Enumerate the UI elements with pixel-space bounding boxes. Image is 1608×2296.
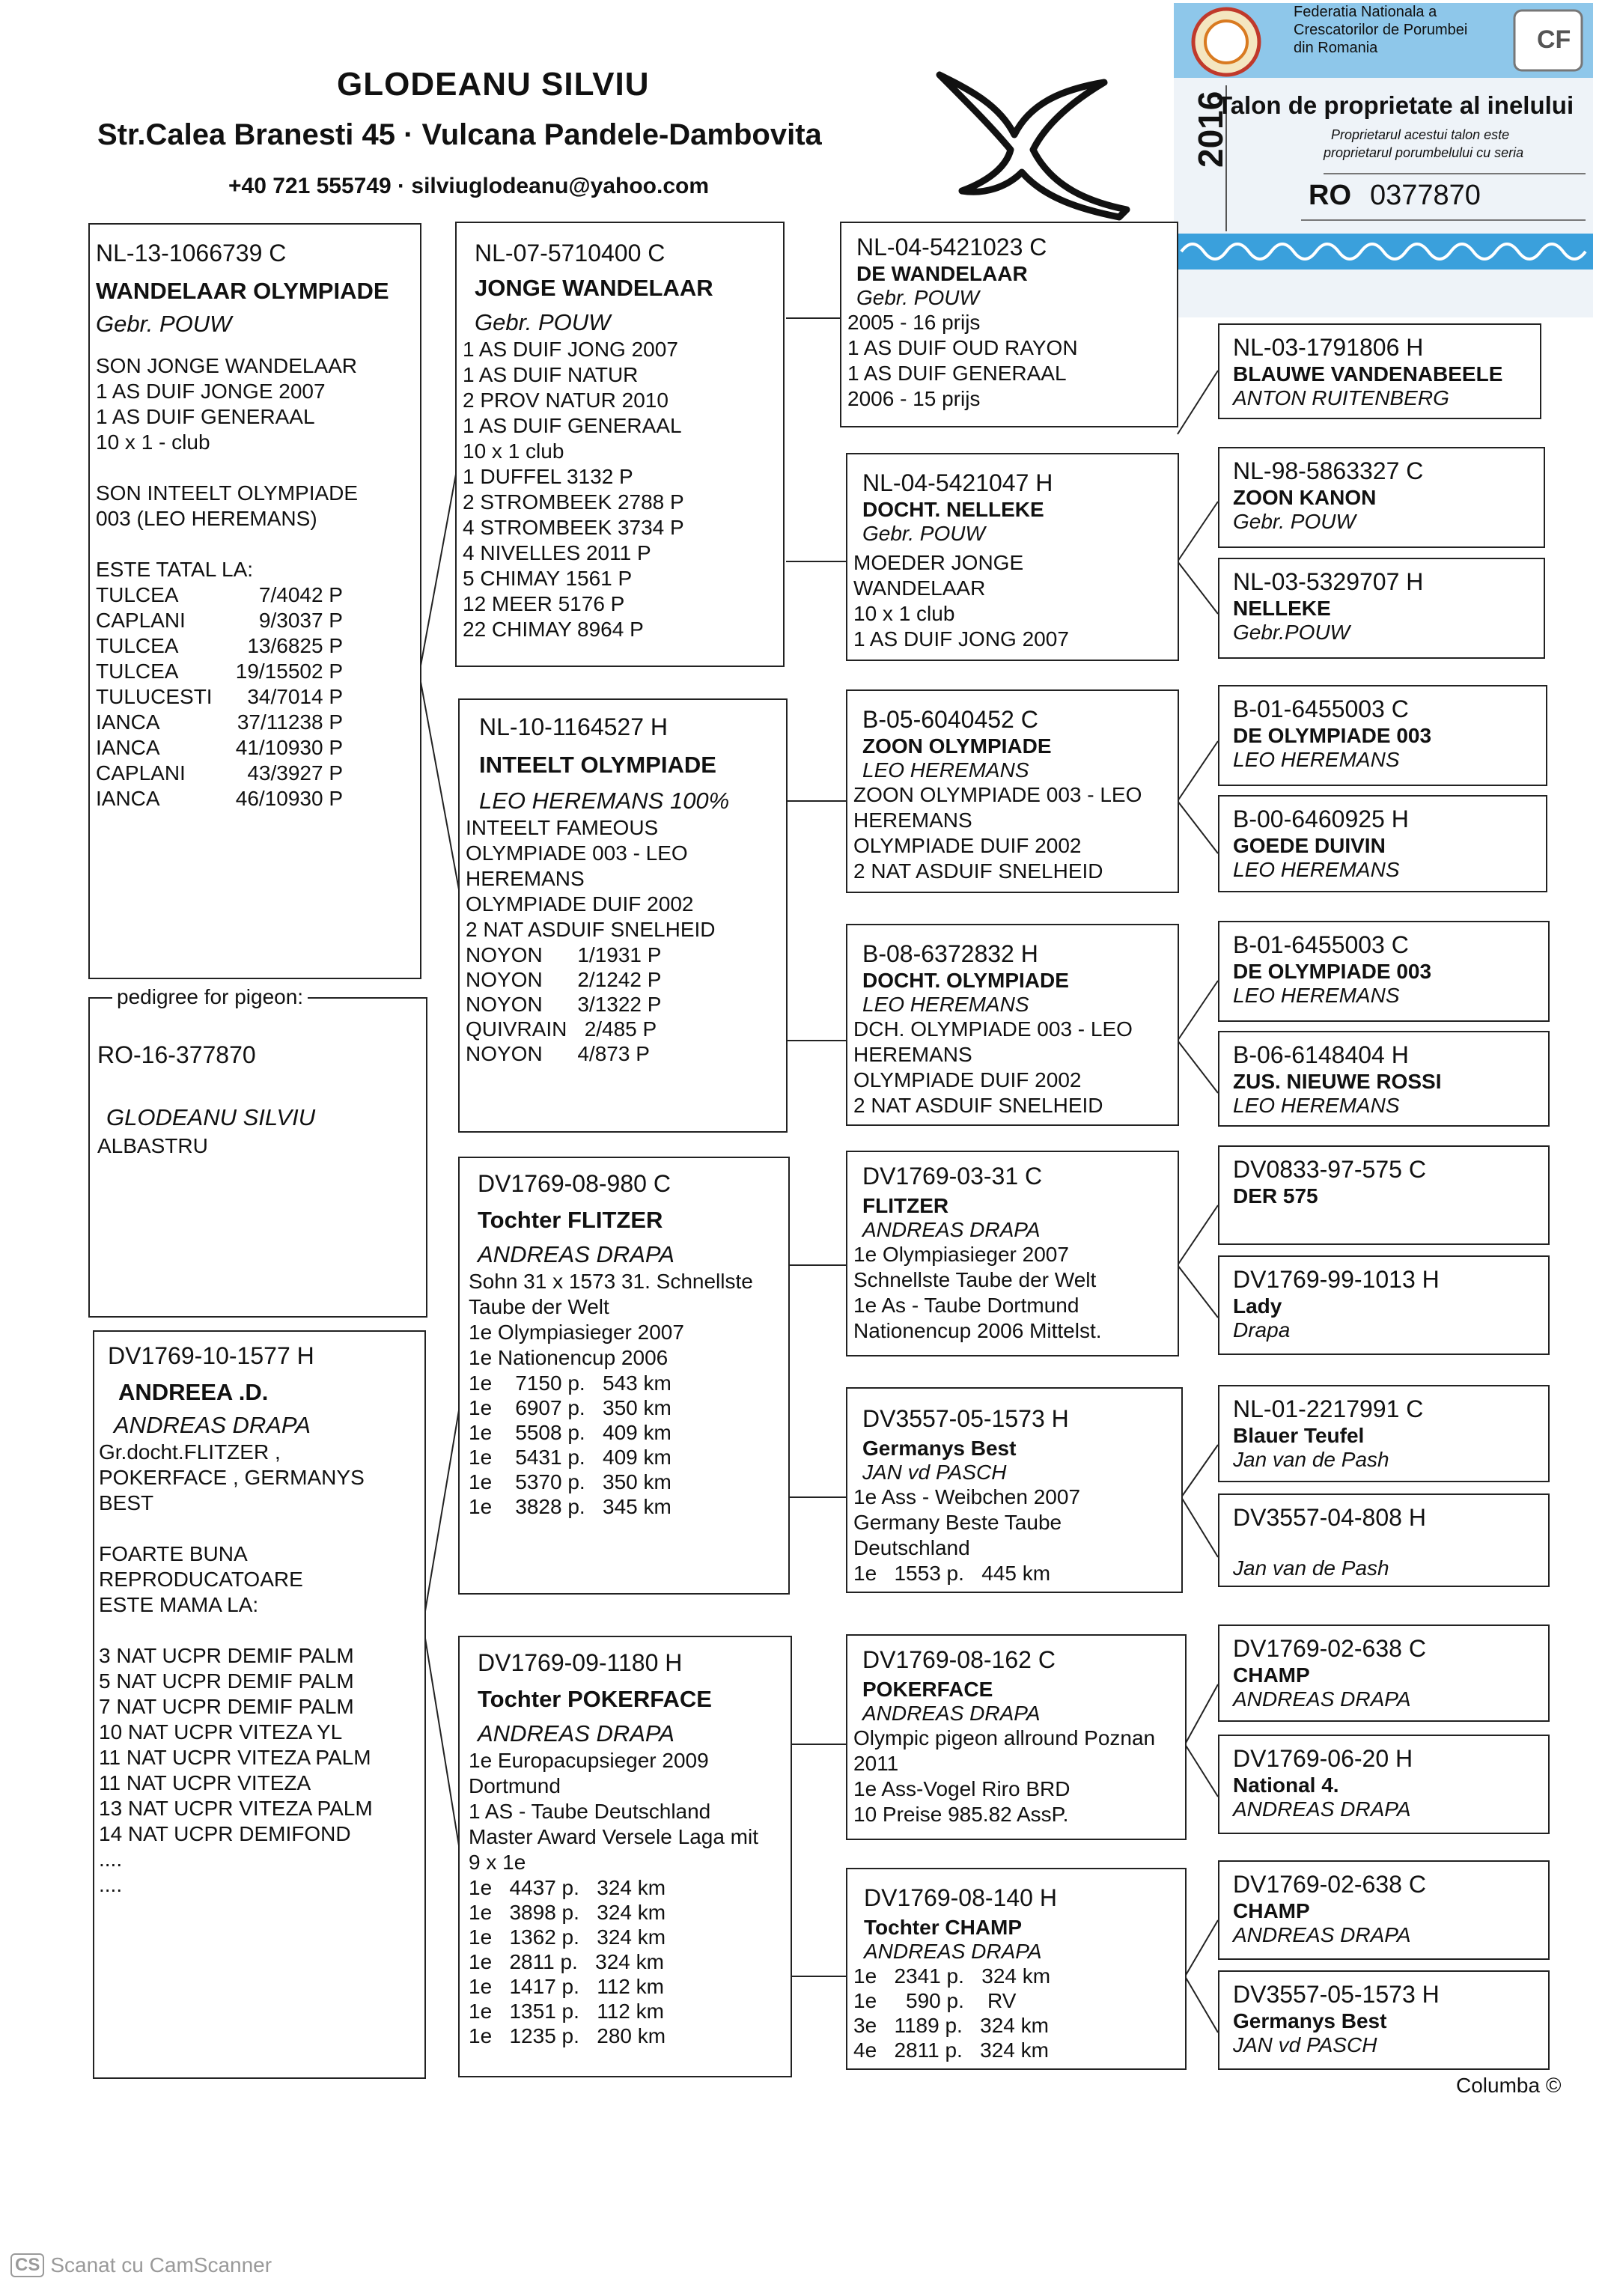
gen2-note: 2 NAT ASDUIF SNELHEID: [466, 918, 716, 941]
father-note: [96, 532, 414, 557]
result-row: IANCA 37/11238 P: [96, 710, 343, 734]
ring-number: 0377870: [1370, 180, 1481, 211]
gen2-ring-id: DV1769-09-1180 H: [478, 1649, 683, 1676]
gen3-note: 1 AS DUIF JONG 2007: [853, 627, 1069, 651]
father-note: SON INTEELT OLYMPIADE: [96, 481, 359, 505]
gen4-card: [1218, 795, 1547, 892]
federation-line2: Crescatorilor de Porumbei: [1294, 22, 1468, 38]
breeder-contact: +40 721 555749 · silviuglodeanu@yahoo.com: [228, 174, 710, 198]
gen2-note: NOYON 1/1931 P: [466, 943, 662, 966]
gen3-name: DOCHT. OLYMPIADE: [862, 969, 1069, 992]
gen4-owner: Gebr.POUW: [1233, 621, 1350, 644]
gen2-owner: ANDREAS DRAPA: [478, 1241, 674, 1267]
gen4-owner: LEO HEREMANS: [1233, 858, 1400, 881]
gen2-note: Dortmund: [469, 1774, 561, 1797]
mother-note: Gr.docht.FLITZER ,: [99, 1440, 281, 1464]
gen3-note: HEREMANS: [853, 809, 972, 832]
mother-note: 14 NAT UCPR DEMIFOND: [99, 1822, 351, 1845]
gen3-ring-id: DV3557-05-1573 H: [862, 1405, 1069, 1432]
gen2-note: 1e Nationencup 2006: [469, 1346, 669, 1369]
gen4-card: [1218, 1031, 1550, 1127]
gen2-note: 1e 3898 p. 324 km: [469, 1901, 666, 1924]
gen3-name: DOCHT. NELLEKE: [862, 498, 1044, 521]
mother-note: ....: [99, 1873, 123, 1896]
gen4-card: [1218, 558, 1545, 659]
gen4-name: DER 575: [1233, 1184, 1318, 1208]
father-owner: Gebr. POUW: [96, 311, 232, 337]
gen3-name: POKERFACE: [862, 1678, 993, 1701]
mother-note: POKERFACE , GERMANYS: [99, 1466, 365, 1489]
gen4-owner: ANDREAS DRAPA: [1233, 1923, 1411, 1946]
gen3-owner: LEO HEREMANS: [862, 758, 1029, 782]
mother-note: [99, 1516, 420, 1541]
gen3-card: [846, 689, 1179, 893]
gen4-owner: ANDREAS DRAPA: [1233, 1797, 1411, 1821]
mother-note: 7 NAT UCPR DEMIF PALM: [99, 1695, 354, 1718]
result-row: TULUCESTI 34/7014 P: [96, 685, 343, 708]
result-row: IANCA 41/10930 P: [96, 736, 343, 759]
gen4-ring-id: DV1769-02-638 C: [1233, 1871, 1426, 1898]
gen4-name: CHAMP: [1233, 1663, 1310, 1687]
gen2-note: 2 PROV NATUR 2010: [463, 389, 669, 412]
gen2-note: 4 STROMBEEK 3734 P: [463, 516, 684, 539]
gen2-note: Taube der Welt: [469, 1295, 609, 1318]
gen3-card: [846, 1868, 1187, 2070]
gen2-note: 1 AS DUIF JONG 2007: [463, 338, 678, 361]
gen3-owner: ANDREAS DRAPA: [862, 1702, 1041, 1725]
gen3-ring-id: NL-04-5421023 C: [856, 234, 1047, 261]
result-row: TULCEA 13/6825 P: [96, 634, 343, 657]
gen3-note: 2011: [853, 1752, 899, 1775]
father-name: WANDELAAR OLYMPIADE: [96, 278, 389, 304]
gen3-ring-id: DV1769-08-162 C: [862, 1646, 1056, 1673]
gen4-name: ZOON KANON: [1233, 486, 1377, 509]
gen2-note: 4 NIVELLES 2011 P: [463, 541, 651, 564]
gen3-note: 2006 - 15 prijs: [847, 387, 981, 410]
father-results: [96, 582, 343, 811]
gen3-note: Germany Beste Taube: [853, 1511, 1062, 1534]
gen4-ring-id: NL-98-5863327 C: [1233, 457, 1424, 484]
breeder-name: GLODEANU SILVIU: [337, 66, 650, 103]
federation-logo-icon: CF: [1537, 25, 1571, 54]
gen4-name: BLAUWE VANDENABEELE: [1233, 362, 1503, 386]
gen2-ring-id: NL-07-5710400 C: [475, 240, 666, 267]
father-note: ESTE TATAL LA:: [96, 558, 254, 581]
mother-note: REPRODUCATOARE: [99, 1568, 303, 1591]
gen3-owner: Gebr. POUW: [862, 522, 985, 545]
gen3-name: DE WANDELAAR: [856, 262, 1028, 285]
gen3-ring-id: B-05-6040452 C: [862, 706, 1038, 733]
gen4-card: [1218, 1255, 1550, 1355]
gen4-ring-id: B-01-6455003 C: [1233, 931, 1409, 958]
gen3-note: 2 NAT ASDUIF SNELHEID: [853, 859, 1103, 883]
gen2-name: Tochter POKERFACE: [478, 1686, 712, 1712]
gen2-note: 2 STROMBEEK 2788 P: [463, 490, 684, 514]
gen2-name: INTEELT OLYMPIADE: [479, 752, 716, 778]
gen3-note: OLYMPIADE DUIF 2002: [853, 834, 1082, 857]
gen2-note: 1e 7150 p. 543 km: [469, 1371, 671, 1395]
ring-prefix: RO: [1309, 180, 1351, 211]
gen4-card: [1218, 921, 1550, 1022]
gen2-ring-id: DV1769-08-980 C: [478, 1170, 671, 1197]
gen4-name: ZUS. NIEUWE ROSSI: [1233, 1070, 1442, 1093]
gen3-note: ZOON OLYMPIADE 003 - LEO: [853, 783, 1142, 806]
gen3-card: [846, 453, 1179, 661]
gen4-card: [1218, 1970, 1550, 2070]
gen3-note: 2005 - 16 prijs: [847, 311, 981, 334]
gen3-card: [846, 1634, 1187, 1840]
father-card: [88, 223, 421, 979]
gen3-note: MOEDER JONGE: [853, 551, 1024, 574]
gen3-note: 1e Olympiasieger 2007: [853, 1243, 1069, 1266]
father-note: SON JONGE WANDELAAR: [96, 354, 358, 377]
gen3-card: [846, 924, 1179, 1126]
gen2-note: Sohn 31 x 1573 31. Schnellste: [469, 1270, 753, 1293]
gen3-note: 3e 1189 p. 324 km: [853, 2014, 1049, 2037]
gen3-note: Schnellste Taube der Welt: [853, 1268, 1097, 1291]
gen2-note: 1e Olympiasieger 2007: [469, 1321, 684, 1344]
mother-name: ANDREEA .D.: [118, 1379, 269, 1405]
gen4-ring-id: DV1769-06-20 H: [1233, 1745, 1413, 1772]
gen2-note: 1 DUFFEL 3132 P: [463, 465, 633, 488]
gen3-note: 1e Ass - Weibchen 2007: [853, 1485, 1081, 1508]
gen3-note: 1e As - Taube Dortmund: [853, 1294, 1079, 1317]
gen2-note: 1e 4437 p. 324 km: [469, 1876, 666, 1899]
gen2-card-sire-2: [458, 1157, 790, 1595]
gen2-note: 1e 1362 p. 324 km: [469, 1925, 666, 1949]
mother-card: [93, 1330, 426, 2079]
gen2-note: 10 x 1 club: [463, 439, 564, 463]
gen3-note: OLYMPIADE DUIF 2002: [853, 1068, 1082, 1091]
father-note: 1 AS DUIF JONGE 2007: [96, 380, 326, 403]
gen2-name: Tochter FLITZER: [478, 1207, 663, 1233]
gen4-name: National 4.: [1233, 1773, 1339, 1797]
gen2-note: OLYMPIADE DUIF 2002: [466, 892, 694, 916]
gen4-owner: Jan van de Pash: [1233, 1448, 1389, 1471]
gen4-card: [1218, 447, 1545, 548]
gen2-note: 1e 6907 p. 350 km: [469, 1396, 671, 1419]
gen2-note: 1 AS DUIF GENERAAL: [463, 414, 682, 437]
gen2-note: QUIVRAIN 2/485 P: [466, 1017, 657, 1041]
gen2-note: 1e 1351 p. 112 km: [469, 2000, 664, 2023]
gen3-owner: JAN vd PASCH: [862, 1461, 1007, 1484]
father-ring-id: NL-13-1066739 C: [96, 240, 287, 267]
gen2-note: 1e 5431 p. 409 km: [469, 1446, 671, 1469]
gen3-card: [846, 1151, 1179, 1356]
gen4-owner: LEO HEREMANS: [1233, 748, 1400, 771]
gen2-note: 22 CHIMAY 8964 P: [463, 618, 644, 641]
gen3-note: WANDELAAR: [853, 576, 986, 600]
gen4-card: [1218, 1735, 1550, 1834]
father-note: 003 (LEO HEREMANS): [96, 507, 317, 530]
gen2-note: 1e 3828 p. 345 km: [469, 1495, 671, 1518]
mother-note: 3 NAT UCPR DEMIF PALM: [99, 1644, 354, 1667]
gen3-note: 10 Preise 985.82 AssP.: [853, 1803, 1069, 1826]
gen3-note: 10 x 1 club: [853, 602, 955, 625]
gen4-ring-id: DV3557-05-1573 H: [1233, 1981, 1440, 2008]
gen3-ring-id: DV1769-08-140 H: [864, 1884, 1057, 1911]
mother-note: 10 NAT UCPR VITEZA YL: [99, 1720, 343, 1744]
talon-note-2: proprietarul porumbelului cu seria: [1324, 145, 1524, 160]
mother-owner: ANDREAS DRAPA: [114, 1412, 311, 1438]
gen4-owner: Gebr. POUW: [1233, 510, 1356, 533]
gen3-name: Germanys Best: [862, 1437, 1017, 1460]
gen4-owner: ANTON RUITENBERG: [1233, 386, 1449, 409]
gen3-owner: ANDREAS DRAPA: [864, 1940, 1042, 1963]
father-note: 10 x 1 - club: [96, 430, 210, 454]
mother-note: BEST: [99, 1491, 154, 1514]
gen4-ring-id: DV1769-99-1013 H: [1233, 1266, 1440, 1293]
gen2-note: HEREMANS: [466, 867, 585, 890]
gen2-note: Master Award Versele Laga mit: [469, 1825, 759, 1848]
gen4-name: DE OLYMPIADE 003: [1233, 724, 1432, 747]
gen2-note: 12 MEER 5176 P: [463, 592, 625, 615]
gen3-note: HEREMANS: [853, 1043, 972, 1066]
gen2-note: OLYMPIADE 003 - LEO: [466, 841, 688, 865]
mother-note: ....: [99, 1848, 123, 1871]
gen4-owner: Jan van de Pash: [1233, 1556, 1389, 1580]
talon-note-1: Proprietarul acestui talon este: [1331, 127, 1510, 142]
gen3-note: 2 NAT ASDUIF SNELHEID: [853, 1094, 1103, 1117]
gen3-owner: Gebr. POUW: [856, 286, 979, 309]
gen4-name: CHAMP: [1233, 1899, 1310, 1922]
gen3-note: 1e Ass-Vogel Riro BRD: [853, 1777, 1071, 1800]
gen2-note: INTEELT FAMEOUS: [466, 816, 659, 839]
mother-note: 5 NAT UCPR DEMIF PALM: [99, 1669, 354, 1693]
gen3-ring-id: DV1769-03-31 C: [862, 1163, 1043, 1190]
gen4-owner: LEO HEREMANS: [1233, 1094, 1400, 1117]
subject-owner: GLODEANU SILVIU: [106, 1104, 316, 1130]
gen3-note: 1 AS DUIF OUD RAYON: [847, 336, 1078, 359]
gen4-owner: Drapa: [1233, 1318, 1291, 1342]
gen4-owner: JAN vd PASCH: [1233, 2033, 1377, 2056]
gen4-ring-id: DV3557-04-808 H: [1233, 1504, 1426, 1531]
gen3-note: 1 AS DUIF GENERAAL: [847, 362, 1067, 385]
gen4-name: DE OLYMPIADE 003: [1233, 960, 1432, 983]
gen4-card: [1218, 1624, 1550, 1722]
gen4-card: [1218, 1493, 1550, 1587]
gen2-name: JONGE WANDELAAR: [475, 275, 713, 301]
gen3-note: Olympic pigeon allround Poznan: [853, 1726, 1156, 1750]
mother-note: FOARTE BUNA: [99, 1542, 248, 1565]
gen2-note: 1e 2811 p. 324 km: [469, 1950, 664, 1973]
mother-ring-id: DV1769-10-1577 H: [108, 1342, 314, 1369]
breeder-address: Str.Calea Branesti 45 · Vulcana Pandele-Dambovita: [97, 118, 822, 151]
gen3-note: Deutschland: [853, 1536, 970, 1559]
gen4-ring-id: B-06-6148404 H: [1233, 1041, 1409, 1068]
gen2-ring-id: NL-10-1164527 H: [479, 713, 669, 740]
gen4-name: Lady: [1233, 1294, 1282, 1318]
result-row: IANCA 46/10930 P: [96, 787, 343, 810]
gen3-name: FLITZER: [862, 1194, 949, 1217]
gen2-owner: ANDREAS DRAPA: [478, 1720, 674, 1747]
gen3-name: ZOON OLYMPIADE: [862, 734, 1052, 758]
gen2-note: 1 AS DUIF NATUR: [463, 363, 639, 386]
gen3-owner: LEO HEREMANS: [862, 993, 1029, 1016]
gen2-note: 1e 5508 p. 409 km: [469, 1421, 671, 1444]
gen4-card: [1218, 323, 1541, 419]
gen3-note: 4e 2811 p. 324 km: [853, 2038, 1049, 2062]
subject-ring-id: RO-16-377870: [97, 1041, 256, 1068]
gen3-note: Nationencup 2006 Mittelst.: [853, 1319, 1102, 1342]
gen4-name: NELLEKE: [1233, 597, 1331, 620]
gen2-note: 5 CHIMAY 1561 P: [463, 567, 633, 590]
gen2-note: 9 x 1e: [469, 1851, 526, 1874]
father-note: [96, 455, 414, 481]
software-credit: Columba ©: [1456, 2074, 1562, 2097]
scanner-watermark: [10, 2253, 272, 2277]
gen4-ring-id: DV1769-02-638 C: [1233, 1635, 1426, 1662]
gen4-card: [1218, 1385, 1550, 1482]
gen2-card-dam: [458, 698, 788, 1133]
mother-note: ESTE MAMA LA:: [99, 1593, 259, 1616]
gen2-note: 1e Europacupsieger 2009: [469, 1749, 709, 1772]
gen2-note: NOYON 3/1322 P: [466, 993, 662, 1016]
subject-pigeon-card: [88, 997, 427, 1318]
gen3-ring-id: NL-04-5421047 H: [862, 469, 1053, 496]
camscanner-logo-icon: CS: [10, 2253, 44, 2277]
mother-note: 11 NAT UCPR VITEZA: [99, 1771, 311, 1794]
scanner-text: Scanat cu CamScanner: [50, 2253, 272, 2277]
result-row: CAPLANI 43/3927 P: [96, 761, 343, 785]
gen3-note: DCH. OLYMPIADE 003 - LEO: [853, 1017, 1133, 1041]
gen4-name: Blauer Teufel: [1233, 1424, 1365, 1447]
mother-note: [99, 1618, 420, 1643]
gen3-owner: ANDREAS DRAPA: [862, 1218, 1041, 1241]
gen2-note: NOYON 4/873 P: [466, 1042, 650, 1065]
gen4-ring-id: B-01-6455003 C: [1233, 695, 1409, 722]
dove-logo-icon: [917, 60, 1142, 232]
result-row: TULCEA 7/4042 P: [96, 583, 343, 606]
gen4-name: Germanys Best: [1233, 2009, 1387, 2032]
gen3-card: [840, 222, 1178, 427]
gen4-name: GOEDE DUIVIN: [1233, 834, 1386, 857]
gen2-owner: LEO HEREMANS 100%: [479, 788, 730, 814]
gen4-ring-id: NL-01-2217991 C: [1233, 1395, 1424, 1422]
gen4-card: [1218, 1145, 1550, 1245]
gen2-note: 1e 1417 p. 112 km: [469, 1975, 664, 1998]
talon-year: 2016: [1191, 91, 1230, 168]
gen3-card: [846, 1387, 1183, 1593]
ring-ownership-talon: [1174, 3, 1593, 317]
gen2-owner: Gebr. POUW: [475, 309, 611, 335]
gen4-ring-id: NL-03-1791806 H: [1233, 334, 1424, 361]
gen3-note: 1e 590 p. RV: [853, 1989, 1017, 2012]
gen3-ring-id: B-08-6372832 H: [862, 940, 1038, 967]
gen2-note: NOYON 2/1242 P: [466, 968, 662, 991]
gen4-card: [1218, 685, 1547, 786]
father-note: 1 AS DUIF GENERAAL: [96, 405, 315, 428]
result-row: TULCEA 19/15502 P: [96, 660, 343, 683]
mother-note: 11 NAT UCPR VITEZA PALM: [99, 1746, 371, 1769]
gen4-ring-id: NL-03-5329707 H: [1233, 568, 1424, 595]
result-row: CAPLANI 9/3037 P: [96, 609, 343, 632]
talon-title: Talon de proprietate al inelului: [1217, 91, 1574, 119]
pedigree-label: pedigree for pigeon:: [112, 985, 308, 1009]
gen2-card-dam-2: [458, 1636, 792, 2077]
gen3-note: 1e 2341 p. 324 km: [853, 1964, 1051, 1988]
federation-line3: din Romania: [1294, 40, 1378, 56]
gen4-ring-id: DV0833-97-575 C: [1233, 1156, 1426, 1183]
gen2-card-sire: [455, 222, 785, 667]
gen4-owner: ANDREAS DRAPA: [1233, 1687, 1411, 1711]
gen4-name: [1233, 1532, 1535, 1556]
mother-note: 13 NAT UCPR VITEZA PALM: [99, 1797, 373, 1820]
gen4-ring-id: B-00-6460925 H: [1233, 806, 1409, 832]
gen3-name: Tochter CHAMP: [864, 1916, 1023, 1939]
gen2-note: 1 AS - Taube Deutschland: [469, 1800, 711, 1823]
gen3-note: 1e 1553 p. 445 km: [853, 1562, 1051, 1585]
gen2-note: 1e 1235 p. 280 km: [469, 2024, 666, 2047]
subject-color: ALBASTRU: [97, 1134, 208, 1157]
federation-line1: Federatia Nationala a: [1294, 4, 1437, 20]
gen2-note: 1e 5370 p. 350 km: [469, 1470, 671, 1493]
gen4-card: [1218, 1860, 1550, 1960]
gen4-owner: LEO HEREMANS: [1233, 984, 1400, 1007]
